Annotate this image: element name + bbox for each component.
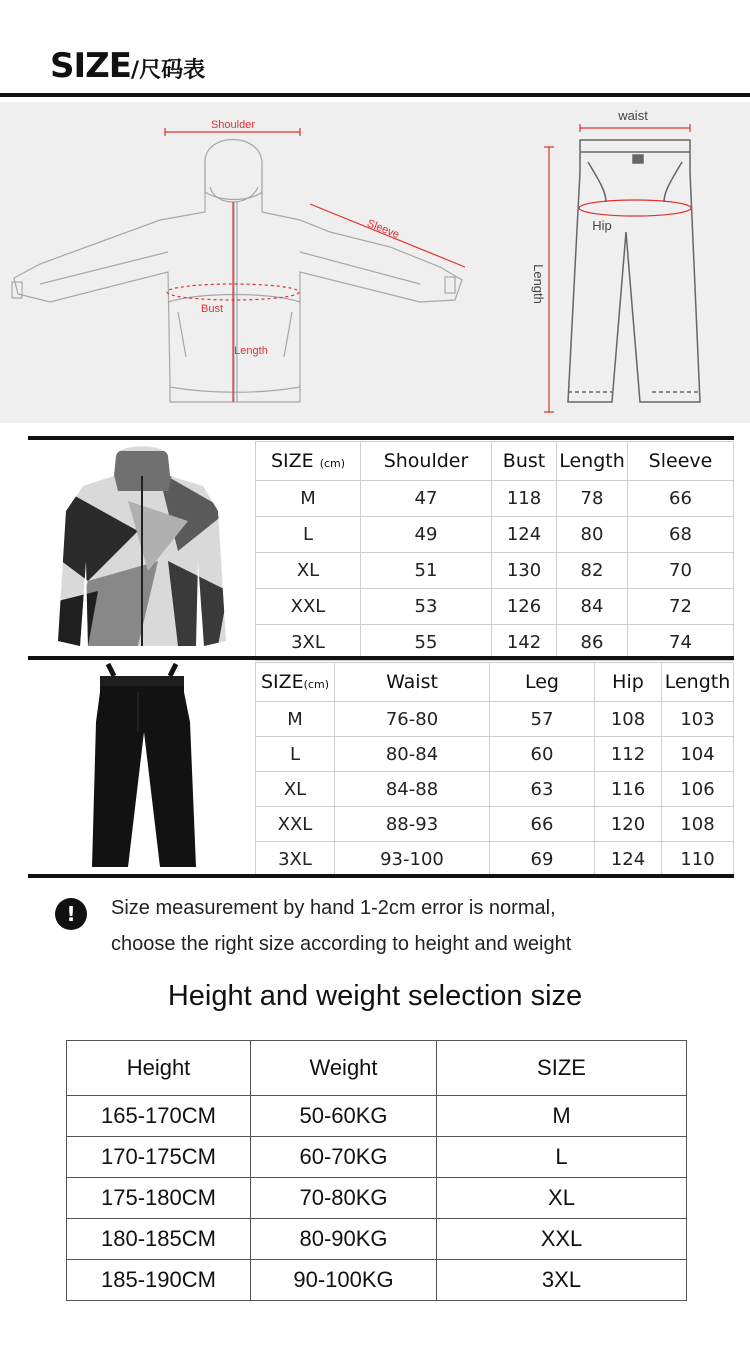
jacket-length-label: Length (234, 345, 268, 357)
note-line-1: Size measurement by hand 1-2cm error is normal, (111, 897, 556, 919)
header-waist: Waist (335, 663, 490, 702)
value-cell: 118 (492, 481, 557, 517)
header-shoulder: Shoulder (361, 442, 492, 481)
size-cell: 3XL (437, 1260, 687, 1301)
height-cell: 165-170CM (67, 1096, 251, 1137)
value-cell: 108 (595, 702, 662, 737)
table-row (67, 1260, 687, 1301)
hw-section-title: Height and weight selection size (167, 980, 583, 1012)
page-title (50, 44, 205, 93)
size-cell: L (256, 517, 361, 553)
value-cell: 68 (628, 517, 734, 553)
pants-length-label: Length (531, 264, 546, 304)
value-cell: 126 (492, 589, 557, 625)
weight-cell: 80-90KG (251, 1219, 437, 1260)
header-length: Length (557, 442, 628, 481)
size-cell: 3XL (256, 625, 361, 661)
table-row (256, 737, 734, 772)
title-subtitle: /尺码表 (131, 58, 206, 83)
value-cell: 80-84 (335, 737, 490, 772)
value-cell: 106 (662, 772, 734, 807)
size-cell: M (256, 702, 335, 737)
height-weight-table (66, 1040, 687, 1301)
header-size (256, 442, 361, 481)
jacket-image (28, 441, 255, 655)
table-row (256, 807, 734, 842)
jacket-size-table (255, 441, 734, 661)
value-cell: 108 (662, 807, 734, 842)
size-header-label: SIZE (260, 671, 304, 693)
table-header-row (256, 442, 734, 481)
title-main: SIZE (50, 46, 132, 86)
pants-sketch (568, 140, 700, 402)
weight-cell: 50-60KG (251, 1096, 437, 1137)
table-row (256, 702, 734, 737)
value-cell: 103 (662, 702, 734, 737)
value-cell: 55 (361, 625, 492, 661)
height-cell: 175-180CM (67, 1178, 251, 1219)
pants-size-table (255, 662, 734, 877)
header-divider (0, 93, 750, 97)
value-cell: 66 (490, 807, 595, 842)
table-header-row (256, 663, 734, 702)
value-cell: 72 (628, 589, 734, 625)
table-row (256, 589, 734, 625)
value-cell: 82 (557, 553, 628, 589)
exclamation-icon: ! (55, 898, 87, 930)
value-cell: 116 (595, 772, 662, 807)
value-cell: 74 (628, 625, 734, 661)
value-cell: 63 (490, 772, 595, 807)
table-row (67, 1219, 687, 1260)
weight-cell: 90-100KG (251, 1260, 437, 1301)
table-row (67, 1137, 687, 1178)
unit-label: (cm) (319, 457, 346, 470)
value-cell: 78 (557, 481, 628, 517)
pants-table-top-rule (28, 656, 734, 660)
size-cell: 3XL (256, 842, 335, 877)
size-cell: XL (256, 553, 361, 589)
value-cell: 104 (662, 737, 734, 772)
measurement-diagram (0, 102, 750, 423)
size-cell: XXL (256, 807, 335, 842)
weight-cell: 60-70KG (251, 1137, 437, 1178)
value-cell: 93-100 (335, 842, 490, 877)
value-cell: 53 (361, 589, 492, 625)
note-line-2: choose the right size according to height and weight (111, 933, 572, 955)
value-cell: 57 (490, 702, 595, 737)
header-sleeve: Sleeve (628, 442, 734, 481)
size-cell: M (256, 481, 361, 517)
hip-label: Hip (592, 218, 612, 233)
value-cell: 80 (557, 517, 628, 553)
header-size: SIZE (437, 1041, 687, 1096)
value-cell: 142 (492, 625, 557, 661)
header-size (256, 663, 335, 702)
header-height: Height (67, 1041, 251, 1096)
diagram-svg (0, 102, 750, 423)
table-row (256, 517, 734, 553)
height-cell: 180-185CM (67, 1219, 251, 1260)
header-weight: Weight (251, 1041, 437, 1096)
value-cell: 47 (361, 481, 492, 517)
bust-label: Bust (200, 303, 224, 315)
value-cell: 66 (628, 481, 734, 517)
shoulder-label: Shoulder (210, 119, 256, 131)
height-cell: 170-175CM (67, 1137, 251, 1178)
size-cell: M (437, 1096, 687, 1137)
table-row (67, 1096, 687, 1137)
value-cell: 76-80 (335, 702, 490, 737)
value-cell: 70 (628, 553, 734, 589)
value-cell: 84-88 (335, 772, 490, 807)
table-row (256, 772, 734, 807)
value-cell: 84 (557, 589, 628, 625)
value-cell: 120 (595, 807, 662, 842)
size-cell: XL (437, 1178, 687, 1219)
pants-measure-lines (544, 124, 691, 412)
unit-label: (cm) (303, 678, 330, 691)
waist-label: waist (618, 108, 648, 123)
table-row (256, 842, 734, 877)
value-cell: 49 (361, 517, 492, 553)
value-cell: 124 (492, 517, 557, 553)
size-cell: L (256, 737, 335, 772)
value-cell: 124 (595, 842, 662, 877)
weight-cell: 70-80KG (251, 1178, 437, 1219)
table-row (256, 553, 734, 589)
header-bust: Bust (492, 442, 557, 481)
size-header-label: SIZE (270, 450, 314, 472)
jacket-sketch (12, 140, 462, 403)
table-row (256, 481, 734, 517)
size-cell: XXL (256, 589, 361, 625)
size-cell: XL (256, 772, 335, 807)
jacket-measure-lines (165, 128, 465, 402)
table-header-row (67, 1041, 687, 1096)
pants-image (28, 662, 255, 874)
value-cell: 51 (361, 553, 492, 589)
value-cell: 69 (490, 842, 595, 877)
value-cell: 112 (595, 737, 662, 772)
value-cell: 86 (557, 625, 628, 661)
value-cell: 130 (492, 553, 557, 589)
header-hip: Hip (595, 663, 662, 702)
value-cell: 88-93 (335, 807, 490, 842)
jacket-table-top-rule (28, 436, 734, 440)
header-length: Length (662, 663, 734, 702)
value-cell: 110 (662, 842, 734, 877)
pants-table-bottom-rule (28, 874, 734, 878)
size-cell: L (437, 1137, 687, 1178)
sleeve-label: Sleeve (365, 217, 401, 242)
table-row (67, 1178, 687, 1219)
header-leg: Leg (490, 663, 595, 702)
height-cell: 185-190CM (67, 1260, 251, 1301)
value-cell: 60 (490, 737, 595, 772)
size-cell: XXL (437, 1219, 687, 1260)
